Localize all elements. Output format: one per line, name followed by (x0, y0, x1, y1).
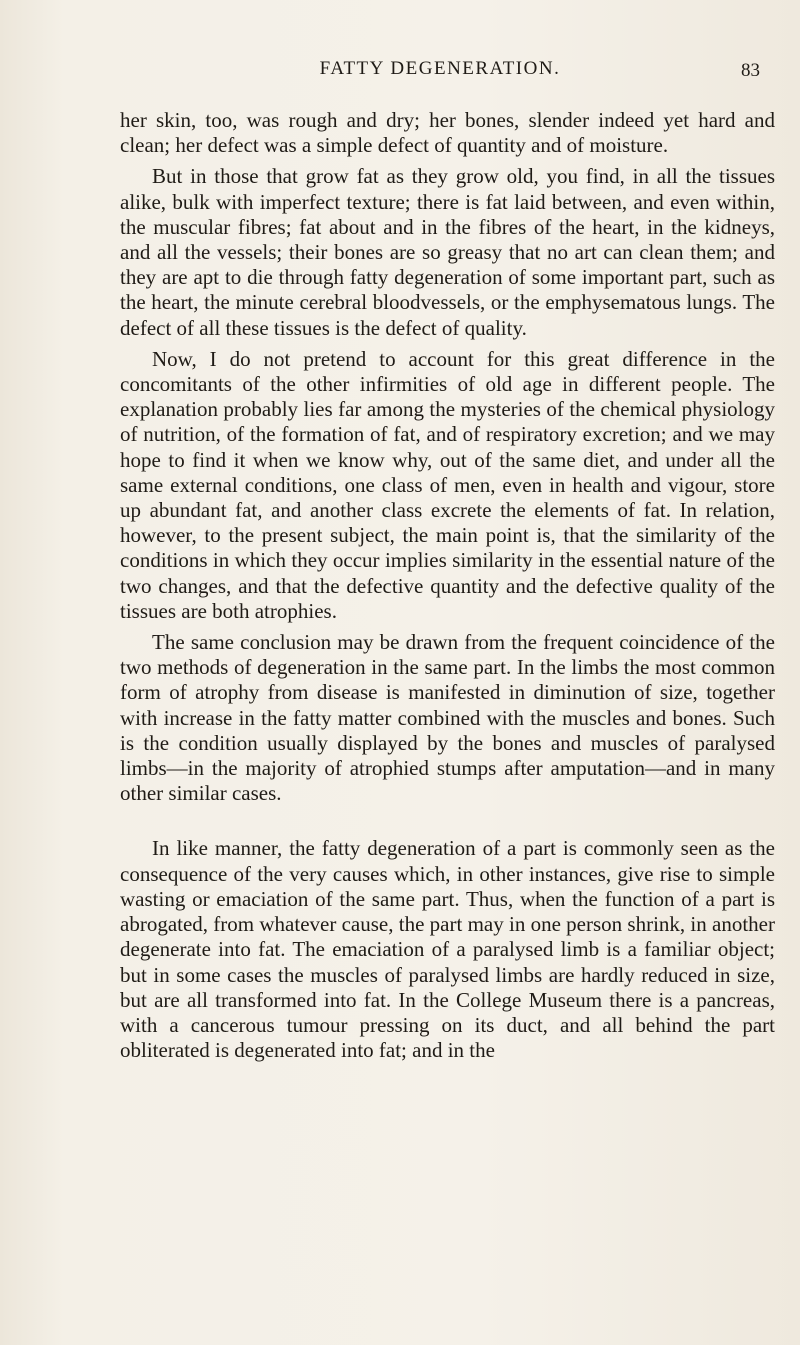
paragraph-1: her skin, too, was rough and dry; her bones, slender indeed yet hard and clean; her defect was a simple defect of quantity and of moisture. (120, 108, 775, 158)
paragraph-2: But in those that grow fat as they grow old, you find, in all the tissues alike, bulk with imperfect texture; there is fat laid between, and even within, the muscular fibres; fat about and in the fibres of the heart, in the kidneys, and all the vessels; their bones are so greasy that no art can clean them; and they are apt to die through fatty degeneration of some important part, such as the heart, the minute cerebral bloodvessels, or the emphysematous lungs. The defect of all these tissues is the defect of quality. (120, 164, 775, 340)
running-title: FATTY DEGENERATION. (319, 58, 561, 79)
running-head (120, 58, 760, 88)
body-text (120, 108, 775, 1063)
page-number: 83 (741, 60, 760, 81)
paragraph-5: In like manner, the fatty degeneration of a part is commonly seen as the consequence of the very causes which, in other instances, give rise to simple wasting or emaciation of the same part. Thus, when the function of a part is abrogated, from whatever cause, the part may in one person shrink, in another degenerate into fat. The emaciation of a paralysed limb is a familiar object; but in some cases the muscles of paralysed limbs are hardly reduced in size, but are all transformed into fat. In the College Museum there is a pancreas, with a cancerous tumour pressing on its duct, and all behind the part obliterated is degenerated into fat; and in the (120, 836, 775, 1063)
paragraph-4: The same conclusion may be drawn from the frequent coincidence of the two methods of degeneration in the same part. In the limbs the most common form of atrophy from disease is manifested in diminution of size, together with increase in the fatty matter combined with the muscles and bones. Such is the condition usually displayed by the bones and muscles of paralysed limbs—in the majority of atrophied stumps after amputation—and in many other similar cases. (120, 630, 775, 806)
paragraph-3: Now, I do not pretend to account for this great difference in the concomitants of the other infirmities of old age in different people. The explanation probably lies far among the mysteries of the chemical physiology of nutrition, of the formation of fat, and of respiratory excretion; and we may hope to find it when we know why, out of the same diet, and under all the same external conditions, one class of men, even in health and vigour, store up abundant fat, and another class excrete the elements of fat. In relation, however, to the present subject, the main point is, that the similarity of the conditions in which they occur implies similarity in the essential nature of the two changes, and that the defective quantity and the defective quality of the tissues are both atrophies. (120, 346, 775, 623)
